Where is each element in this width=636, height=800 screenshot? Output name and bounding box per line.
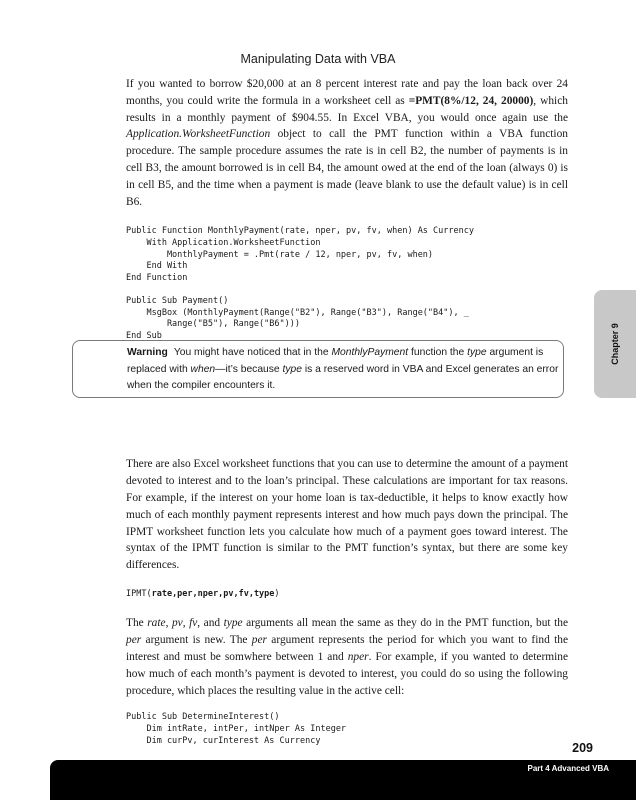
code-line: End Function <box>126 272 188 283</box>
code-line: Range("B5"), Range("B6"))) <box>126 319 300 330</box>
code-line: MsgBox (MonthlyPayment(Range("B2"), Range("B3"), Range("B4"), _ <box>126 307 469 318</box>
footer-bar <box>50 760 636 800</box>
code-line: Public Sub Payment() <box>126 295 229 306</box>
code-line: With Application.WorksheetFunction <box>126 237 321 248</box>
paragraph-ipmt-intro: There are also Excel worksheet functions that you can use to determine the amount of a payment devoted to interest and to the loan’s principal. These calculations are important for tax reasons. For example, if the interest on your home loan is tax-deductible, it helps to know exactly how much of each monthly payment represents interest and how much pays down the principal. The IPMT worksheet function lets you calculate how much of a payment goes toward interest. The syntax of the IPMT function is similar to the PMT function’s syntax, but there are some key differences. <box>126 458 568 572</box>
code-line: End Sub <box>126 330 162 341</box>
page-number: 209 <box>572 741 593 755</box>
code-line: Dim intRate, intPer, intNper As Integer <box>126 724 347 735</box>
pmt-formula: =PMT(8%/12, 24, 20000) <box>408 94 534 107</box>
warning-box <box>72 340 564 398</box>
paragraph-ipmt-arguments: The rate, pv, fv, and type arguments all mean the same as they do in the PMT function, but the per argument is new. The per argument represents the period for which you want to find the interest and must be somwhere between 1 and nper. For example, if you wanted to determine how much of each month’s payment is devoted to interest, you could do so using the following procedure, which places the resulting value in the active cell: <box>126 617 569 697</box>
code-block-determine-interest <box>126 712 568 747</box>
footer-part-label: Part 4 Advanced VBA <box>527 764 609 773</box>
worksheetfunction-object: Application.WorksheetFunction <box>126 128 271 141</box>
running-head: Manipulating Data with VBA <box>240 52 396 66</box>
page-content <box>126 76 568 747</box>
paragraph-pmt-intro: If you wanted to borrow $20,000 at an 8 percent interest rate and pay the loan back over 24 months, you could write the formula in a worksheet cell as =PMT(8%/12, 24, 20000), which results in a monthly payment of $904.55. In Excel VBA, you would once again use the Application.WorksheetFunction object to call the PMT function within a VBA function procedure. The sample procedure assumes the rate is in cell B2, the number of payments is in cell B3, the amount borrowed is in cell B4, the amount owed at the end of the loan (always 0) is in cell B5, and the time when a payment is made (leave blank to use the default value) is in cell B6. <box>126 78 568 208</box>
code-line: Dim curPv, curInterest As Currency <box>126 735 321 746</box>
code-line: End With <box>126 261 188 272</box>
code-line: MonthlyPayment = .Pmt(rate / 12, nper, pv, fv, when) <box>126 249 434 260</box>
warning-text: Warning You might have noticed that in the MonthlyPayment function the type argument is replaced with when—it’s because type is a reserved word in VBA and Excel generates an error when the compiler encounters it. <box>127 347 559 392</box>
ipmt-syntax: IPMT(rate,per,nper,pv,fv,type) <box>126 588 280 599</box>
code-line: Public Function MonthlyPayment(rate, nper, pv, fv, when) As Currency <box>126 226 474 237</box>
code-line: Public Sub DetermineInterest() <box>126 712 280 723</box>
code-block-monthly-payment <box>126 226 568 342</box>
warning-label: Warning <box>127 347 168 358</box>
chapter-tab <box>594 290 636 398</box>
chapter-tab-label: Chapter 9 <box>610 323 620 365</box>
